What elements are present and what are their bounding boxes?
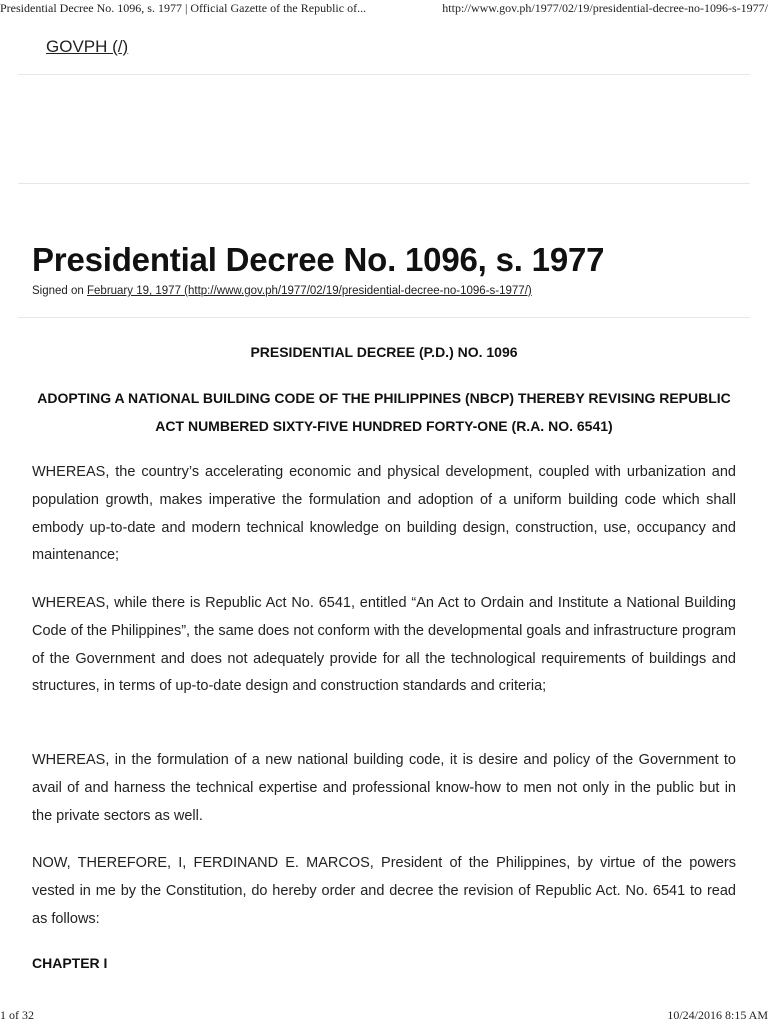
chapter-heading: CHAPTER I (32, 955, 108, 971)
print-header-url: http://www.gov.ph/1977/02/19/presidential-decree-no-1096-s-1977/ (442, 1, 768, 15)
paragraph: WHEREAS, the country’s accelerating economic and physical development, coupled with urbanization and population growth, makes imperative the formulation and adoption of a uniform building code which shall embody up-to-date and modern technical knowledge on building design, construction, use, occupancy and maintenance; (32, 464, 736, 564)
divider (18, 74, 750, 75)
page-counter: 1 of 32 (0, 1008, 34, 1022)
divider (18, 183, 750, 184)
divider (18, 317, 750, 318)
print-header-title: Presidential Decree No. 1096, s. 1977 | Official Gazette of the Republic of... (0, 1, 367, 15)
signed-date-link[interactable]: February 19, 1977 (http://www.gov.ph/1977/02/19/presidential-decree-no-1096-s-1977/) (87, 285, 532, 297)
signed-date (32, 285, 532, 297)
print-date: 10/24/2016 8:15 AM (667, 1008, 768, 1022)
paragraph: WHEREAS, in the formulation of a new national building code, it is desire and policy of the Government to avail of and harness the technical expertise and professional know-how to men not only in the public but in the private sectors as well. (32, 752, 736, 824)
print-header (0, 0, 768, 20)
govph-link[interactable]: GOVPH (/) (46, 37, 129, 56)
signed-prefix: Signed on (32, 285, 84, 297)
decree-heading: PRESIDENTIAL DECREE (P.D.) NO. 1096 (250, 344, 518, 360)
paragraph: NOW, THEREFORE, I, FERDINAND E. MARCOS, President of the Philippines, by virtue of the powers vested in me by the Constitution, do hereby order and decree the revision of Republic Act. No. 6541 to read as follows: (32, 855, 736, 927)
paragraph: WHEREAS, while there is Republic Act No. 6541, entitled “An Act to Ordain and Institute a National Building Code of the Philippines”, the same does not conform with the developmental goals and infrastructure program of the Government and does not adequately provide for all the technological requirements of buildings and structures, in terms of up-to-date design and construction standards and criteria; (32, 595, 736, 695)
page-title: Presidential Decree No. 1096, s. 1977 (32, 241, 605, 278)
print-footer (0, 1006, 768, 1024)
decree-subheading: ADOPTING A NATIONAL BUILDING CODE OF THE PHILIPPINES (NBCP) THEREBY REVISING REPUBLIC ACT NUMBERED SIXTY-FIVE HUNDRED FORTY-ONE (R.A. NO. 6541) (37, 390, 731, 434)
